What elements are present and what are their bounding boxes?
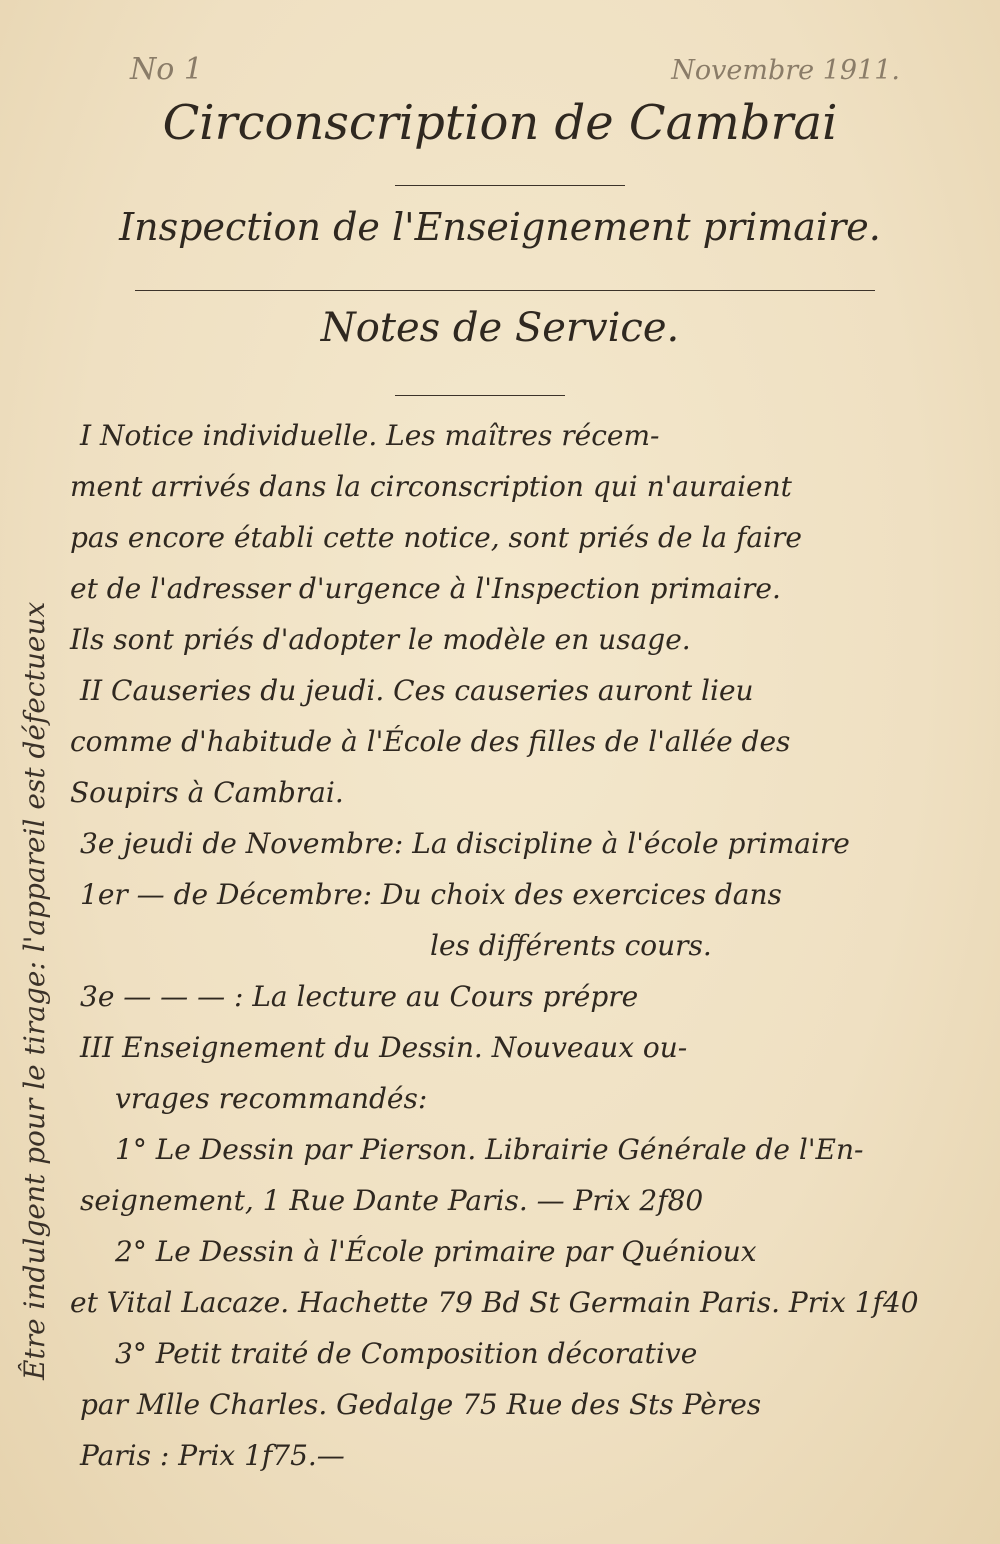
text-line: III Enseignement du Dessin. Nouveaux ou- <box>80 1031 688 1064</box>
document-body <box>70 410 920 1481</box>
divider <box>395 395 565 396</box>
text-line: ment arrivés dans la circonscription qui n'auraient <box>70 470 792 503</box>
document-date: Novembre 1911. <box>671 55 900 86</box>
text-line: vrages recommandés: <box>115 1082 428 1115</box>
text-line: 2° Le Dessin à l'École primaire par Quénioux <box>115 1235 757 1268</box>
text-line: pas encore établi cette notice, sont priés de la faire <box>70 521 802 554</box>
notes-title: Notes de Service. <box>320 305 680 351</box>
text-line: et de l'adresser d'urgence à l'Inspection primaire. <box>70 572 781 605</box>
text-line: 3e jeudi de Novembre: La discipline à l'école primaire <box>80 827 850 860</box>
text-line: 3e — — — : La lecture au Cours prépre <box>80 980 639 1013</box>
text-line: par Mlle Charles. Gedalge 75 Rue des Sts Pères <box>80 1388 762 1421</box>
text-line: Paris : Prix 1f75.— <box>80 1439 345 1472</box>
text-line: comme d'habitude à l'École des filles de l'allée des <box>70 725 791 758</box>
text-line: I Notice individuelle. Les maîtres récem- <box>80 419 660 452</box>
document-number: No 1 <box>130 52 203 87</box>
margin-note: Être indulgent pour le tirage: l'appareil est défectueux <box>18 601 51 1380</box>
text-line: 3° Petit traité de Composition décorative <box>115 1337 698 1370</box>
text-line: 1° Le Dessin par Pierson. Librairie Générale de l'En- <box>115 1133 864 1166</box>
text-line: II Causeries du jeudi. Ces causeries auront lieu <box>80 674 754 707</box>
divider <box>395 185 625 186</box>
text-line: seignement, 1 Rue Dante Paris. — Prix 2f80 <box>80 1184 704 1217</box>
divider <box>135 290 875 291</box>
document-title: Circonscription de Cambrai <box>162 95 838 151</box>
text-line: Soupirs à Cambrai. <box>70 776 344 809</box>
text-line: les différents cours. <box>430 929 712 962</box>
text-line: 1er — de Décembre: Du choix des exercices dans <box>80 878 782 911</box>
document-subtitle: Inspection de l'Enseignement primaire. <box>119 205 881 249</box>
text-line: Ils sont priés d'adopter le modèle en usage. <box>70 623 691 656</box>
text-line: et Vital Lacaze. Hachette 79 Bd St Germain Paris. Prix 1f40 <box>70 1286 919 1319</box>
